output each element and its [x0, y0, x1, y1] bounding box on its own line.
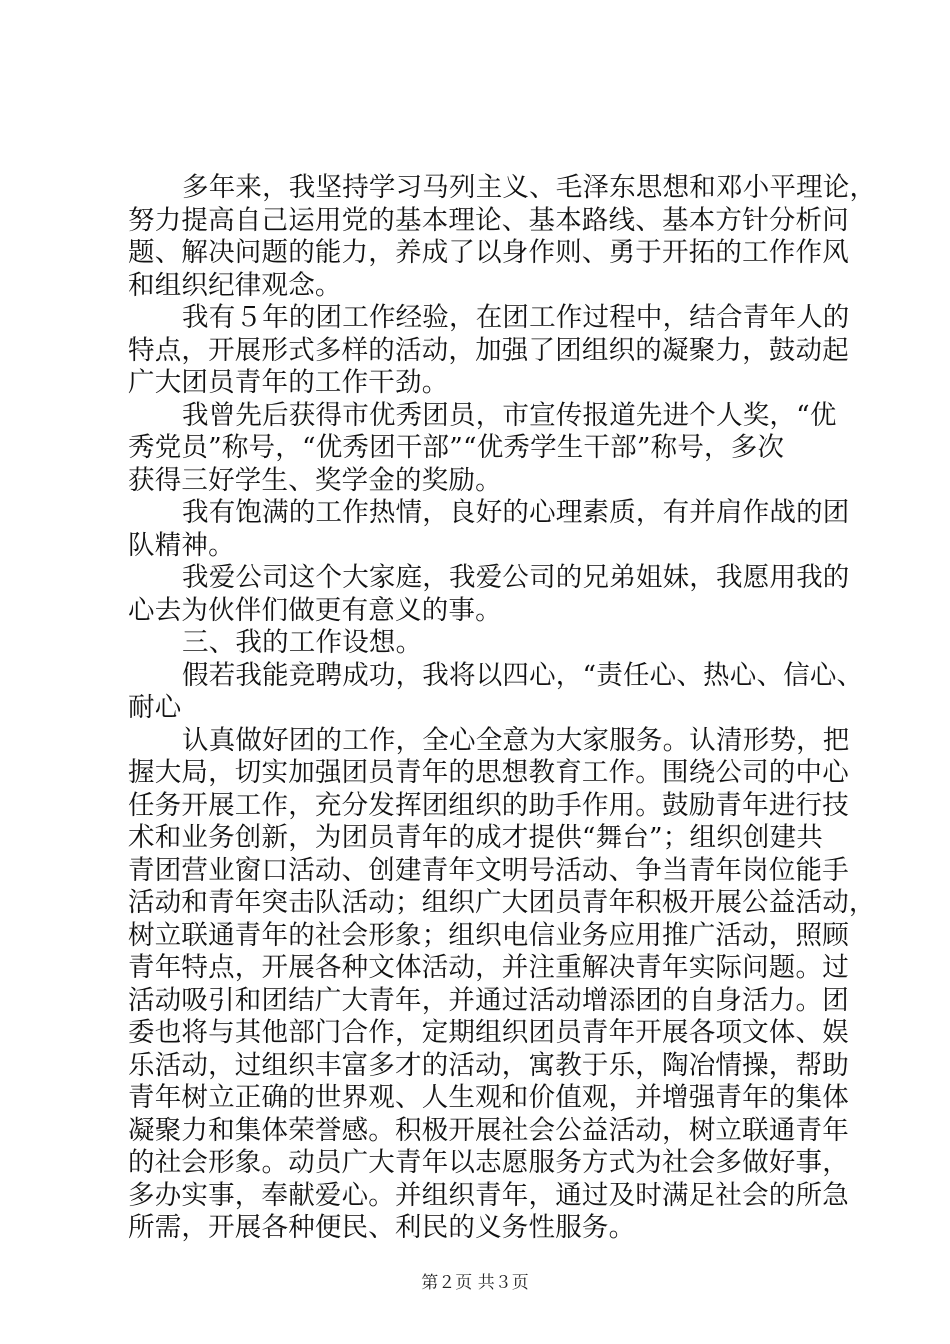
- text-line: 握大局，切实加强团员青年的思想教育工作。围绕公司的中心: [128, 757, 849, 788]
- text-line: 心去为伙伴们做更有意义的事。: [128, 594, 502, 626]
- text-line: 努力提高自己运用党的基本理论、基本路线、基本方针分析问: [128, 204, 849, 236]
- text-line: 获得三好学生、奖学金的奖励。: [128, 464, 502, 496]
- text-line: 我曾先后获得市优秀团员，市宣传报道先进个人奖，“优: [182, 399, 837, 431]
- text-line: 耐心: [128, 692, 182, 723]
- text-line: 活动吸引和团结广大青年，并通过活动增添团的自身活力。团: [128, 984, 849, 1016]
- text-line: 委也将与其他部门合作，定期组织团员青年开展各项文体、娱: [128, 1017, 849, 1048]
- text-line: 我爱公司这个大家庭，我爱公司的兄弟姐妹，我愿用我的: [182, 562, 850, 593]
- text-line: 凝聚力和集体荣誉感。积极开展社会公益活动，树立联通青年: [128, 1114, 849, 1146]
- text-line: 题、解决问题的能力，养成了以身作则、勇于开拓的工作作风: [128, 237, 849, 268]
- text-line: 特点，开展形式多样的活动，加强了团组织的凝聚力，鼓动起: [128, 334, 849, 366]
- text-line: 青年树立正确的世界观、人生观和价值观，并增强青年的集体: [128, 1082, 849, 1113]
- text-line: 队精神。: [128, 529, 235, 561]
- text-line: 假若我能竞聘成功，我将以四心，“责任心、热心、信心、: [182, 659, 864, 691]
- text-line: 活动和青年突击队活动；组织广大团员青年积极开展公益活动，: [128, 887, 876, 918]
- text-line: 青年特点，开展各种文体活动，并注重解决青年实际问题。过: [128, 952, 849, 983]
- text-line: 广大团员青年的工作干劲。: [128, 367, 449, 398]
- text-line: 多年来，我坚持学习马列主义、毛泽东思想和邓小平理论，: [182, 172, 877, 203]
- text-line: 三、我的工作设想。: [182, 627, 423, 658]
- text-line: 任务开展工作，充分发挥团组织的助手作用。鼓励青年进行技: [128, 789, 849, 821]
- text-line: 青团营业窗口活动、创建青年文明号活动、争当青年岗位能手: [128, 854, 849, 886]
- text-line: 所需，开展各种便民、利民的义务性服务。: [128, 1212, 636, 1243]
- text-line: 我有５年的团工作经验，在团工作过程中，结合青年人的: [182, 302, 850, 333]
- text-line: 的社会形象。动员广大青年以志愿服务方式为社会多做好事，: [128, 1147, 849, 1178]
- text-line: 认真做好团的工作，全心全意为大家服务。认清形势，把: [182, 724, 850, 756]
- document-body: [128, 172, 877, 1245]
- text-line: 我有饱满的工作热情，良好的心理素质，有并肩作战的团: [182, 497, 850, 528]
- text-line: 乐活动，过组织丰富多才的活动，寓教于乐，陶冶情操，帮助: [128, 1049, 849, 1081]
- text-line: 术和业务创新，为团员青年的成才提供“舞台”；组织创建共: [128, 822, 823, 853]
- page-footer: 第２页 共３页: [421, 1273, 529, 1293]
- text-line: 树立联通青年的社会形象；组织电信业务应用推广活动，照顾: [128, 919, 849, 951]
- text-line: 和组织纪律观念。: [128, 269, 342, 301]
- text-line: 多办实事，奉献爱心。并组织青年，通过及时满足社会的所急: [128, 1179, 849, 1211]
- text-line: 秀党员”称号，“优秀团干部”“优秀学生干部”称号，多次: [128, 432, 785, 463]
